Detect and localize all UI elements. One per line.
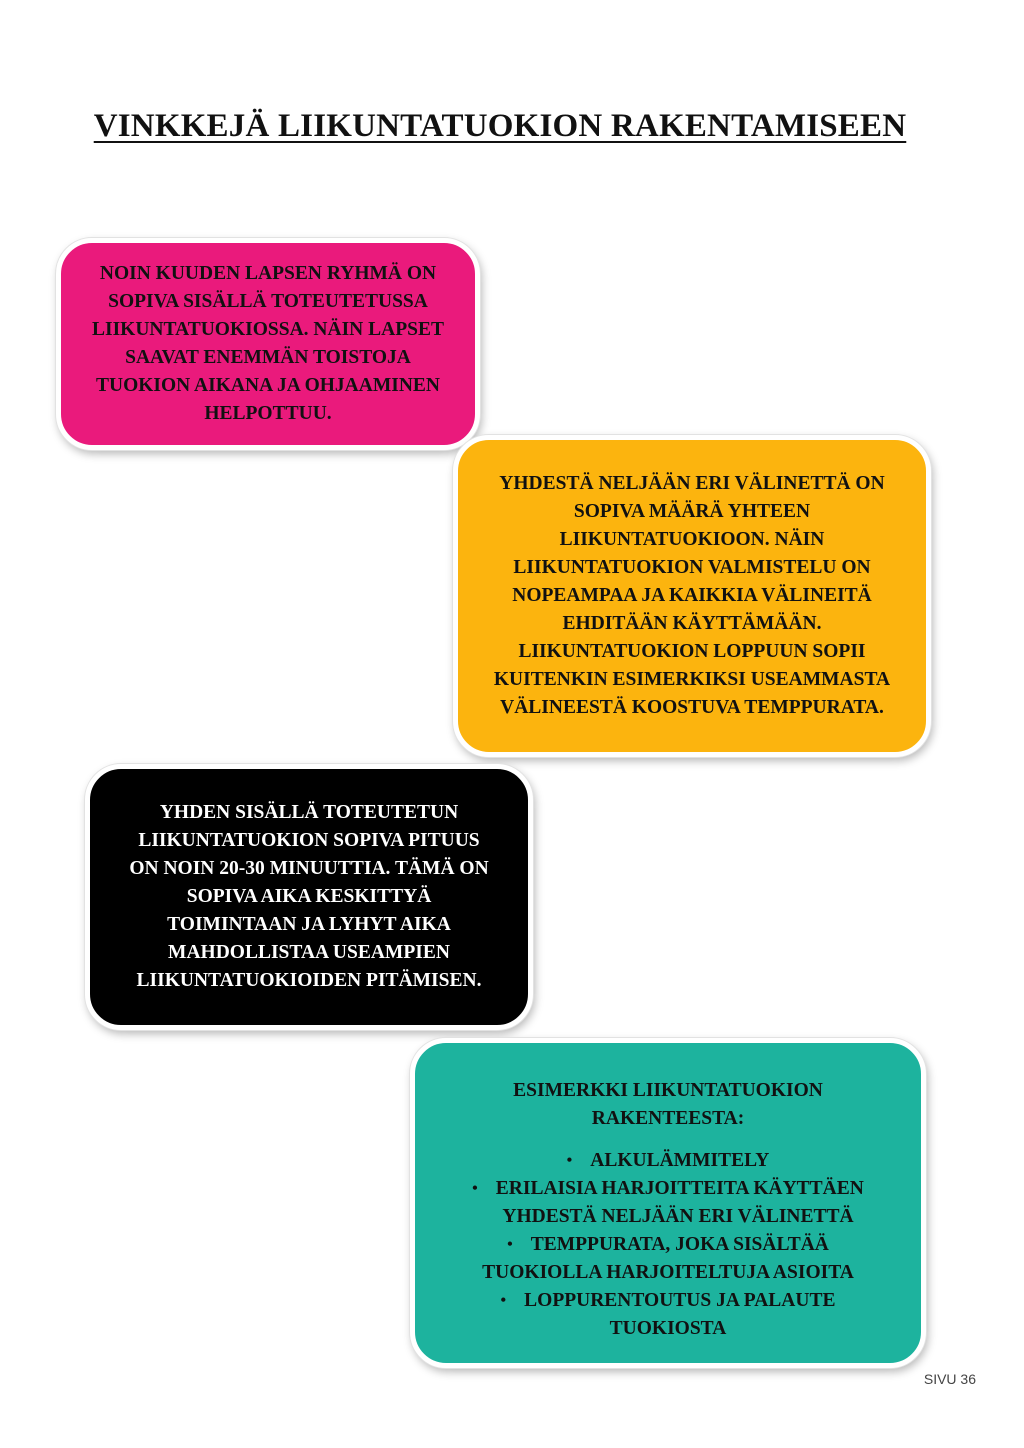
tip-line: YHDESTÄ NELJÄÄN ERI VÄLINETTÄ ON — [499, 473, 885, 494]
list-item — [472, 1287, 864, 1343]
tip-line: KUITENKIN ESIMERKIKSI USEAMMASTA — [493, 669, 891, 690]
tip-line: TUOKION AIKANA JA OHJAAMINEN — [96, 375, 440, 396]
tip-line: LIIKUNTATUOKIOON. NÄIN — [559, 529, 825, 550]
tip-line: SOPIVA MÄÄRÄ YHTEEN — [573, 501, 811, 522]
list-item — [472, 1175, 864, 1231]
bullet-icon: • — [500, 1292, 507, 1309]
tip-line: LIIKUNTATUOKIOSSA. NÄIN LAPSET — [92, 319, 444, 340]
list-item-text: TUOKIOSTA — [609, 1318, 727, 1339]
tip-line: NOIN KUUDEN LAPSEN RYHMÄ ON — [99, 263, 437, 284]
tip-line: SAAVAT ENEMMÄN TOISTOJA — [125, 347, 411, 368]
tip-line: YHDEN SISÄLLÄ TOTEUTETUN — [159, 802, 459, 823]
tip-line: SOPIVA SISÄLLÄ TOTEUTETUSSA — [108, 291, 428, 312]
heading-line: RAKENTEESTA: — [591, 1108, 745, 1129]
tip-line: ON NOIN 20-30 MINUUTTIA. TÄMÄ ON — [129, 858, 489, 879]
bullet-icon: • — [566, 1152, 573, 1169]
tip-line: LIIKUNTATUOKION SOPIVA PITUUS — [138, 830, 480, 851]
tip-line: TOIMINTAAN JA LYHYT AIKA — [167, 914, 451, 935]
tip-box-equipment — [453, 435, 931, 757]
list-item-text: ALKULÄMMITELY — [590, 1150, 770, 1171]
list-item-text: LOPPURENTOUTUS JA PALAUTE — [524, 1290, 836, 1311]
list-item — [472, 1147, 864, 1175]
tip-line: VÄLINEESTÄ KOOSTUVA TEMPPURATA. — [500, 697, 884, 718]
list-item — [472, 1231, 864, 1287]
list-item-text: YHDESTÄ NELJÄÄN ERI VÄLINETTÄ — [502, 1206, 854, 1227]
tip-line: LIIKUNTATUOKIOIDEN PITÄMISEN. — [136, 970, 482, 991]
page-title: VINKKEJÄ LIIKUNTATUOKION RAKENTAMISEEN — [93, 108, 907, 144]
tip-box-duration — [85, 764, 533, 1030]
tip-line: MAHDOLLISTAA USEAMPIEN — [168, 942, 450, 963]
tip-line: LIIKUNTATUOKION LOPPUUN SOPII — [518, 641, 866, 662]
structure-list — [472, 1147, 864, 1343]
tip-line: EHDITÄÄN KÄYTTÄMÄÄN. — [562, 613, 822, 634]
tip-line: SOPIVA AIKA KESKITTYÄ — [186, 886, 432, 907]
tip-line: NOPEAMPAA JA KAIKKIA VÄLINEITÄ — [512, 585, 872, 606]
bullet-icon: • — [507, 1236, 513, 1253]
bullet-icon: • — [472, 1180, 478, 1197]
tip-box-structure-example — [410, 1038, 926, 1368]
tip-box-group-size — [56, 238, 480, 450]
list-item-text: ERILAISIA HARJOITTEITA KÄYTTÄEN — [495, 1178, 864, 1199]
structure-heading — [513, 1077, 823, 1133]
list-item-text: TEMPPURATA, JOKA SISÄLTÄÄ — [530, 1234, 829, 1255]
tip-line: HELPOTTUU. — [204, 403, 332, 424]
heading-line: ESIMERKKI LIIKUNTATUOKION — [513, 1080, 823, 1101]
tip-line: LIIKUNTATUOKION VALMISTELU ON — [513, 557, 871, 578]
page-number: SIVU 36 — [923, 1371, 976, 1387]
list-item-text: TUOKIOLLA HARJOITELTUJA ASIOITA — [482, 1262, 854, 1283]
